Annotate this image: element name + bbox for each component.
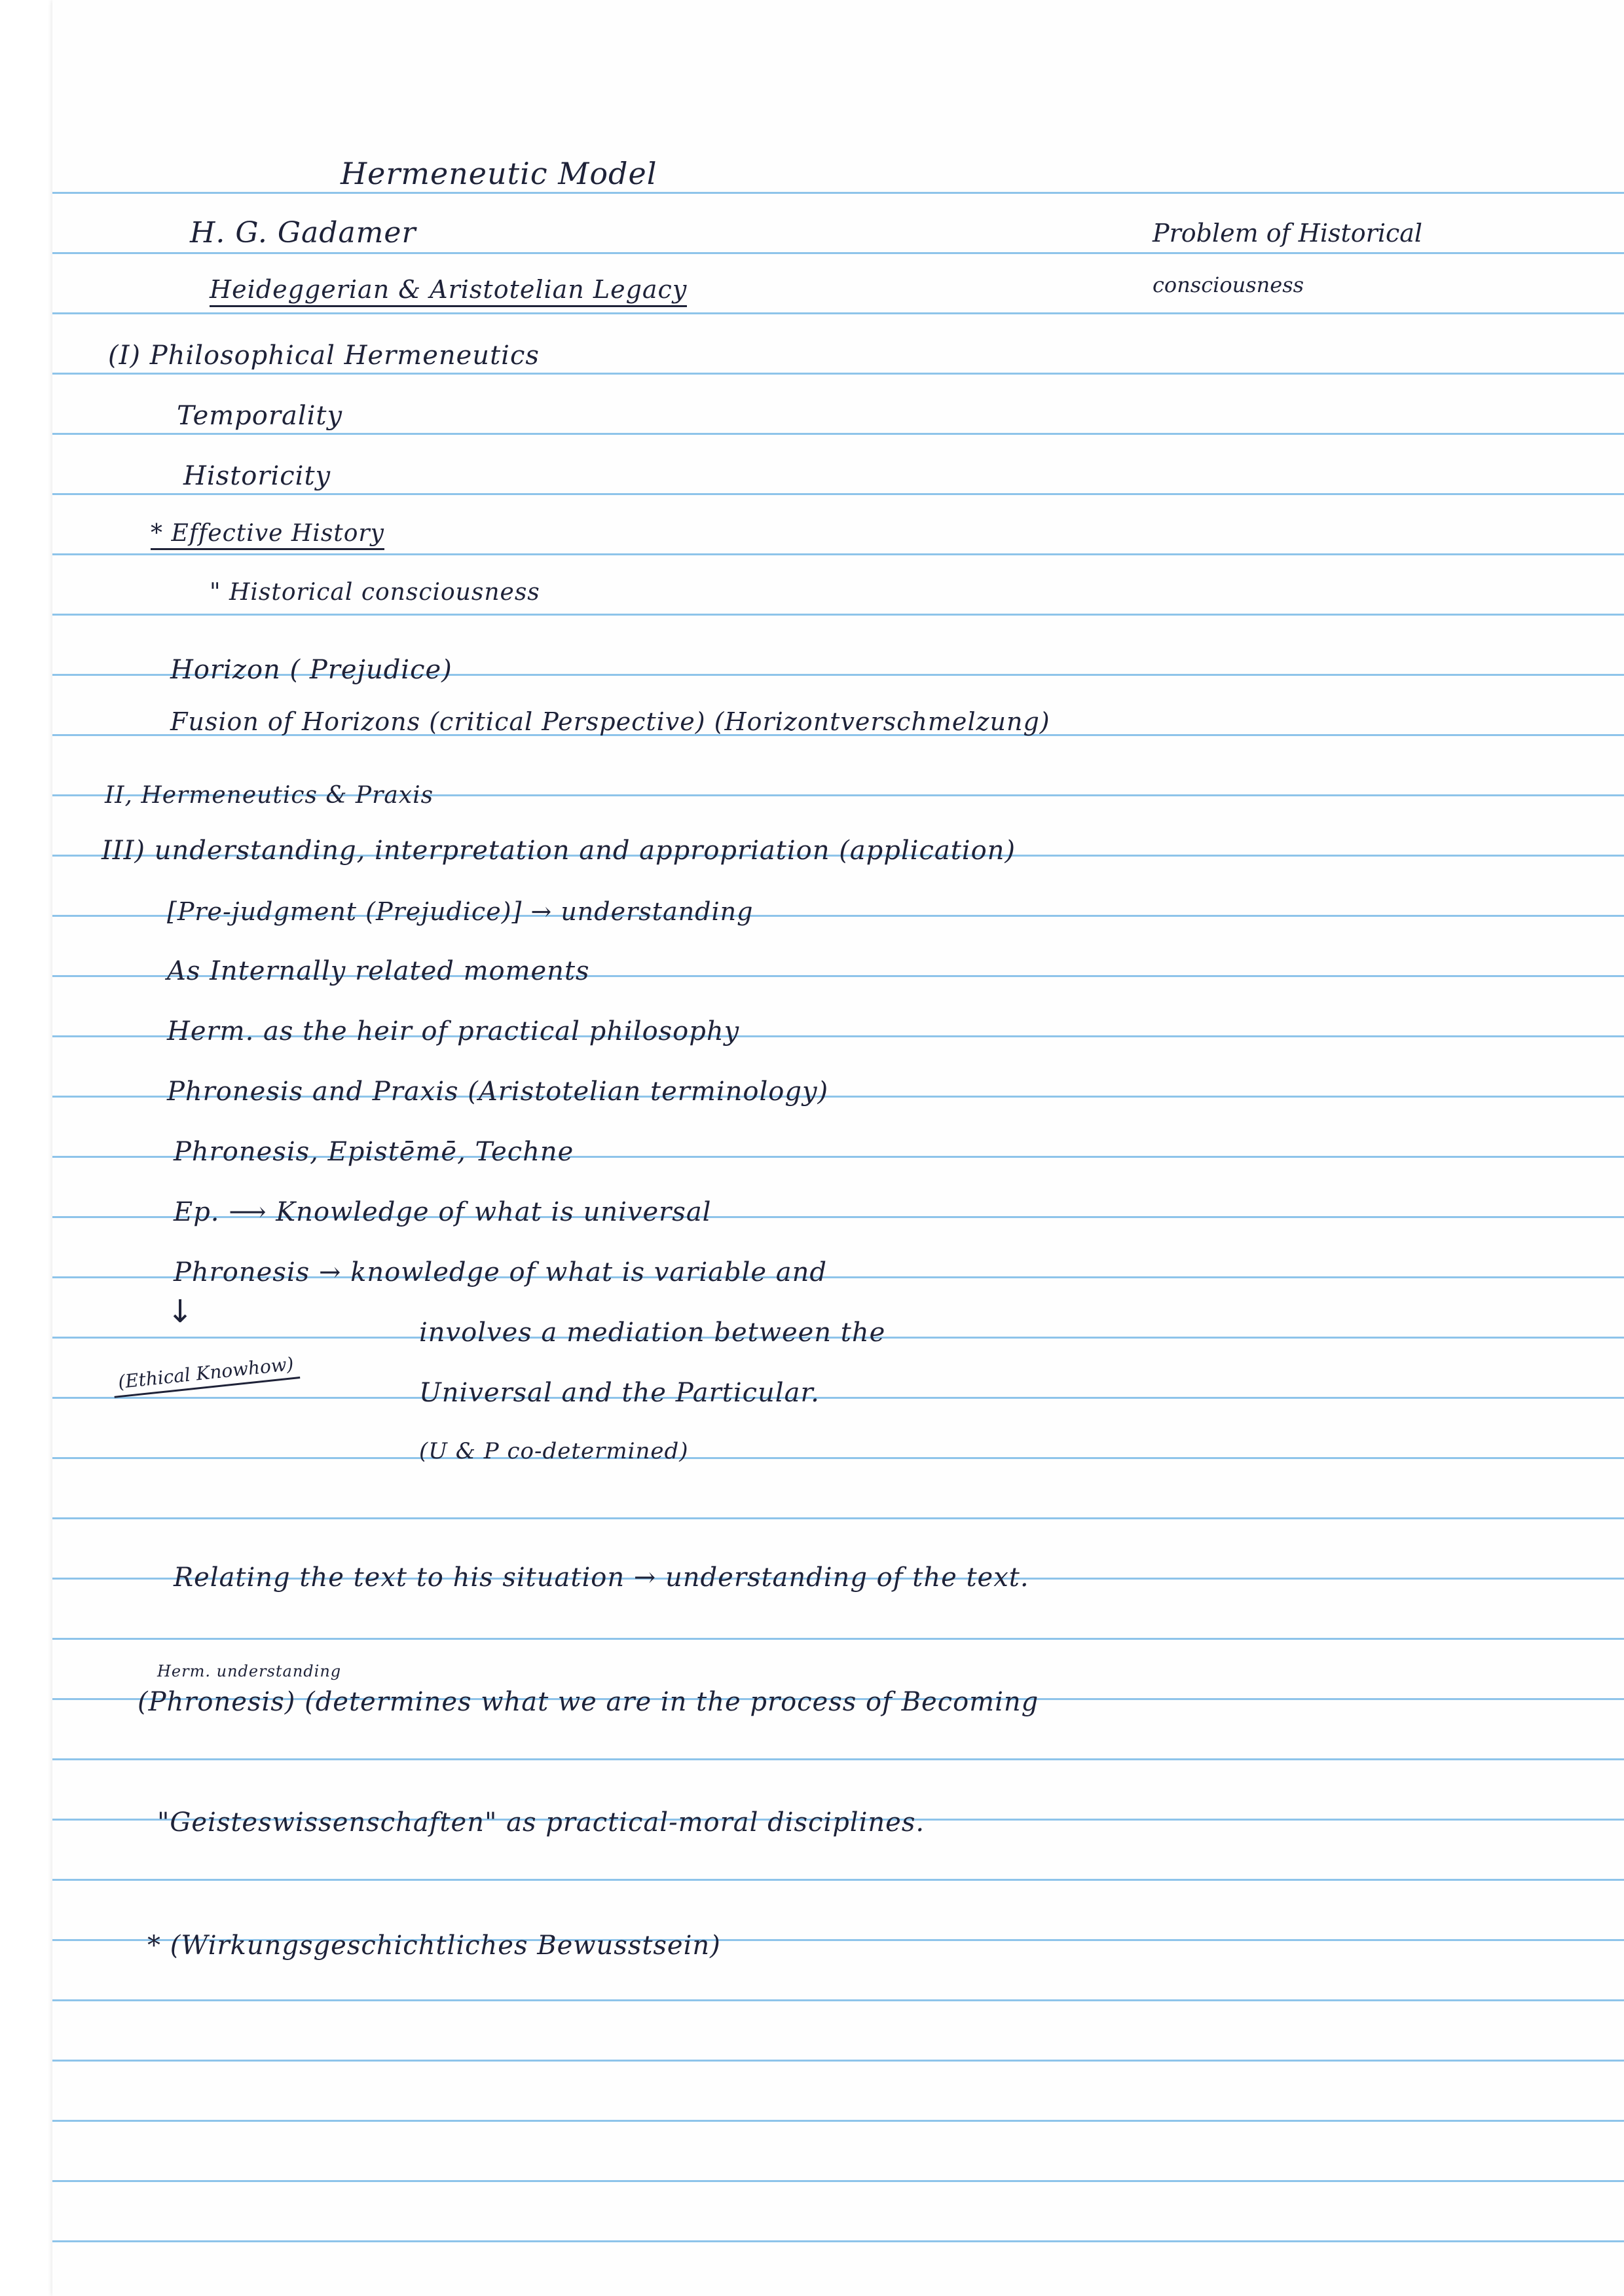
- note-line: "Geisteswissenschaften" as practical-moral disciplines.: [157, 1807, 925, 1838]
- note-line: As Internally related moments: [167, 956, 590, 986]
- note-line: " Historical consciousness: [210, 579, 540, 606]
- ethical-knowhow-label: (Ethical Knowhow): [112, 1352, 301, 1398]
- note-line: (U & P co-determined): [419, 1438, 689, 1464]
- ruled-line: [52, 192, 1624, 194]
- ruled-line: [52, 1457, 1624, 1459]
- ruled-line: [52, 1638, 1624, 1640]
- down-arrow-icon: ↓: [167, 1293, 194, 1330]
- note-line: II, Hermeneutics & Praxis: [105, 782, 434, 809]
- note-line: III) understanding, interpretation and appropriation (application): [101, 836, 1016, 866]
- note-line: (Phronesis) (determines what we are in the process of Becoming: [138, 1687, 1039, 1717]
- ruled-line: [52, 312, 1624, 314]
- note-author: H. G. Gadamer: [190, 216, 416, 250]
- note-line: Historicity: [183, 461, 331, 491]
- note-title: Hermeneutic Model: [341, 156, 657, 191]
- note-line: Phronesis and Praxis (Aristotelian terminology): [167, 1077, 829, 1107]
- side-note-line1: Problem of Historical: [1153, 219, 1423, 248]
- note-subtitle: Heideggerian & Aristotelian Legacy: [210, 275, 687, 307]
- ruled-line: [52, 2060, 1624, 2062]
- note-line: Herm. understanding: [157, 1662, 342, 1680]
- note-line: * (Wirkungsgeschichtliches Bewusstsein): [147, 1931, 721, 1961]
- ruled-line: [52, 553, 1624, 555]
- note-line: Temporality: [177, 401, 343, 431]
- ruled-line: [52, 493, 1624, 495]
- ruled-line: [52, 1758, 1624, 1760]
- ruled-line: [52, 1999, 1624, 2001]
- note-line: Phronesis → knowledge of what is variable and: [174, 1257, 827, 1287]
- side-note-line2: consciousness: [1153, 272, 1304, 297]
- ruled-line: [52, 1517, 1624, 1519]
- ruled-line: [52, 252, 1624, 254]
- note-line: Herm. as the heir of practical philosophy: [167, 1016, 740, 1046]
- note-line: * Effective History: [151, 520, 384, 550]
- note-line: involves a mediation between the: [419, 1318, 886, 1348]
- note-line: Phronesis, Epistēmē, Techne: [174, 1137, 574, 1167]
- note-line: Relating the text to his situation → understanding of the text.: [174, 1563, 1029, 1593]
- ruled-line: [52, 1879, 1624, 1881]
- note-line: Horizon ( Prejudice): [170, 655, 452, 685]
- note-line: Ep. ⟶ Knowledge of what is universal: [174, 1197, 712, 1227]
- note-line: Fusion of Horizons (critical Perspective) (Horizontverschmelzung): [170, 707, 1050, 736]
- ruled-line: [52, 433, 1624, 435]
- ruled-line: [52, 1397, 1624, 1399]
- ruled-line: [52, 2120, 1624, 2122]
- note-line: Universal and the Particular.: [419, 1378, 820, 1408]
- ruled-line: [52, 2240, 1624, 2242]
- ruled-line: [52, 2180, 1624, 2182]
- note-line: (I) Philosophical Hermeneutics: [108, 341, 540, 371]
- ruled-line: [52, 373, 1624, 375]
- note-line: [Pre-judgment (Prejudice)] → understanding: [167, 897, 754, 926]
- ruled-line: [52, 614, 1624, 616]
